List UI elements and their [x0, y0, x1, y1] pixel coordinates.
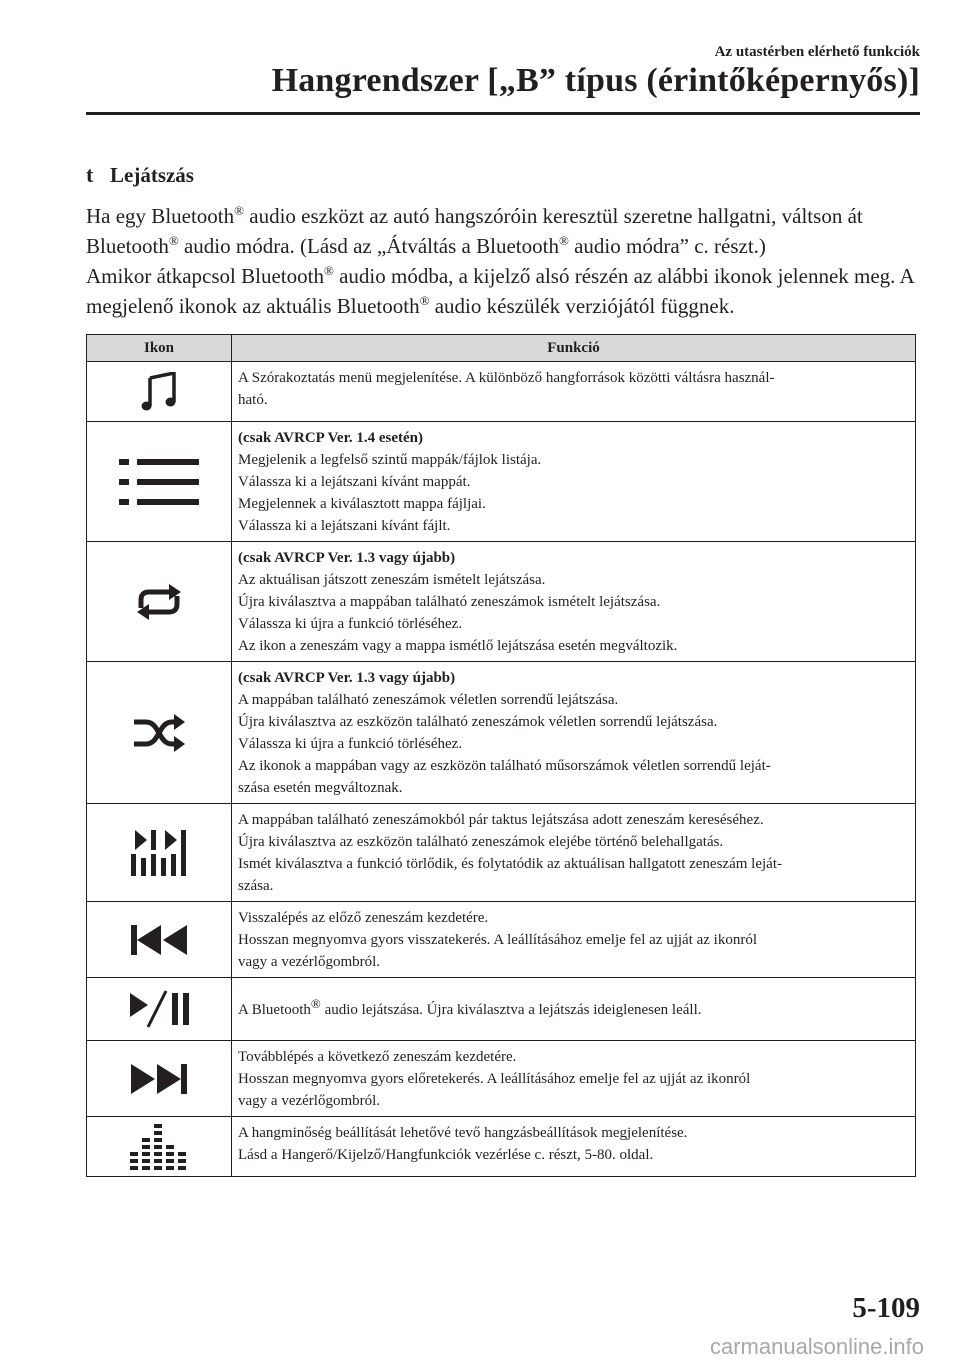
- icon-cell: [87, 804, 232, 902]
- intro-text-run: audio módba, a kijelző alsó részén az alábbi ikonok jelennek meg. A megjelenő ikonok az aktuális Bluetooth: [86, 264, 914, 318]
- function-line: Ismét kiválasztva a funkció törlődik, és folytatódik az aktuálisan hallgatott zeneszám leját-: [238, 856, 782, 872]
- function-cell: [232, 542, 916, 662]
- equalizer-icon: [128, 1124, 190, 1170]
- table-row: [87, 902, 916, 978]
- intro-paragraph-1: [86, 201, 926, 261]
- column-header-icon: Ikon: [87, 335, 232, 362]
- function-condition: (csak AVRCP Ver. 1.4 esetén): [238, 430, 424, 446]
- icon-function-table: [86, 334, 916, 1177]
- previous-track-icon: [129, 923, 189, 957]
- function-line: A mappában található zeneszámokból pár taktus lejátszása adott zeneszám kereséséhez.: [238, 812, 764, 828]
- column-header-function: Funkció: [232, 335, 916, 362]
- play-pause-icon: [126, 989, 192, 1029]
- function-line: ható.: [238, 392, 268, 408]
- intro-text-run: audio módra. (Lásd az „Átváltás a Bluetooth: [178, 234, 559, 258]
- function-line: Továbblépés a következő zeneszám kezdetére.: [238, 1049, 517, 1065]
- function-line: Az ikon a zeneszám vagy a mappa ismétlő lejátszása esetén megváltozik.: [238, 638, 678, 654]
- function-line: Megjelenik a legfelső szintű mappák/fájlok listája.: [238, 452, 542, 468]
- icon-cell: [87, 422, 232, 542]
- icon-cell: [87, 1117, 232, 1177]
- function-line: Válassza ki újra a funkció törléséhez.: [238, 736, 463, 752]
- repeat-icon: [133, 582, 185, 622]
- function-line: Újra kiválasztva a mappában található zeneszámok ismételt lejátszása.: [238, 594, 661, 610]
- function-line: Visszalépés az előző zeneszám kezdetére.: [238, 910, 489, 926]
- function-cell: [232, 1117, 916, 1177]
- function-line: szása.: [238, 878, 274, 894]
- section-heading: [86, 162, 194, 188]
- intro-paragraph-2: [86, 261, 926, 321]
- section-bullet: t: [86, 162, 94, 187]
- icon-cell: [87, 902, 232, 978]
- function-line: [238, 995, 909, 1021]
- icon-cell: [87, 542, 232, 662]
- function-condition: (csak AVRCP Ver. 1.3 vagy újabb): [238, 670, 456, 686]
- function-condition: (csak AVRCP Ver. 1.3 vagy újabb): [238, 550, 456, 566]
- icon-cell: [87, 662, 232, 804]
- function-line: szása esetén megváltoznak.: [238, 780, 403, 796]
- watermark: carmanualsonline.info: [709, 1334, 924, 1359]
- intro-text-run: Ha egy Bluetooth: [86, 204, 235, 228]
- table-row: [87, 422, 916, 542]
- table-header-row: [87, 335, 916, 362]
- function-line: Újra kiválasztva az eszközön található zeneszámok véletlen sorrendű lejátszása.: [238, 714, 718, 730]
- table-row: [87, 1041, 916, 1117]
- function-line: Megjelennek a kiválasztott mappa fájljai.: [238, 496, 486, 512]
- registered-mark: ®: [323, 263, 334, 278]
- function-line: Hosszan megnyomva gyors előretekerés. A leállításához emelje fel az ujját az ikonról: [238, 1071, 751, 1087]
- table-row: [87, 1117, 916, 1177]
- function-cell: [232, 978, 916, 1041]
- registered-mark: ®: [234, 203, 245, 218]
- registered-mark: ®: [168, 233, 179, 248]
- function-line: A mappában található zeneszámok véletlen sorrendű lejátszása.: [238, 692, 619, 708]
- table-row: [87, 362, 916, 422]
- header-divider: [86, 112, 920, 115]
- function-cell: [232, 804, 916, 902]
- function-line: Válassza ki újra a funkció törléséhez.: [238, 616, 463, 632]
- function-cell: [232, 362, 916, 422]
- music-note-icon: [141, 372, 177, 412]
- table-row: [87, 542, 916, 662]
- intro-text-run: audio eszközt az autó hangszóróin keresztül szeretne hallgatni, váltson át Bluetooth: [86, 204, 863, 258]
- function-line: Válassza ki a lejátszani kívánt fájlt.: [238, 518, 451, 534]
- function-line: vagy a vezérlőgombról.: [238, 1093, 381, 1109]
- function-cell: [232, 662, 916, 804]
- registered-mark: ®: [419, 293, 430, 308]
- icon-cell: [87, 978, 232, 1041]
- function-line: Hosszan megnyomva gyors visszatekerés. A leállításához emelje fel az ujját az ikonról: [238, 932, 757, 948]
- scan-icon: [129, 828, 189, 878]
- intro-text: [86, 201, 926, 321]
- function-line: A hangminőség beállítását lehetővé tevő hangzásbeállítások megjelenítése.: [238, 1125, 688, 1141]
- page-title: Hangrendszer [„B” típus (érintőképernyős)]: [271, 62, 920, 99]
- table-row: [87, 662, 916, 804]
- function-line: Újra kiválasztva az eszközön található zeneszámok elejébe történő belehallgatás.: [238, 834, 724, 850]
- intro-text-run: audio módra” c. részt.): [568, 234, 766, 258]
- function-line: Válassza ki a lejátszani kívánt mappát.: [238, 474, 471, 490]
- registered-mark: ®: [558, 233, 569, 248]
- function-line: Az ikonok a mappában vagy az eszközön található műsorszámok véletlen sorrendű leját-: [238, 758, 771, 774]
- running-header-subtitle: Az utastérben elérhető funkciók: [714, 44, 920, 60]
- registered-mark: ®: [310, 995, 321, 1011]
- next-track-icon: [129, 1062, 189, 1096]
- function-cell: [232, 902, 916, 978]
- function-text-run: A Bluetooth: [238, 1001, 311, 1018]
- table-row: [87, 978, 916, 1041]
- function-cell: [232, 422, 916, 542]
- function-line: Az aktuálisan játszott zeneszám ismételt lejátszása.: [238, 572, 546, 588]
- list-icon: [119, 459, 199, 505]
- shuffle-icon: [132, 713, 186, 753]
- page-number: 5-109: [852, 1292, 920, 1324]
- function-line: vagy a vezérlőgombról.: [238, 954, 381, 970]
- intro-text-run: audio készülék verziójától függnek.: [429, 294, 735, 318]
- function-cell: [232, 1041, 916, 1117]
- icon-cell: [87, 1041, 232, 1117]
- function-line: A Szórakoztatás menü megjelenítése. A különböző hangforrások közötti váltásra használ-: [238, 370, 775, 386]
- section-title: Lejátszás: [110, 163, 194, 187]
- icon-cell: [87, 362, 232, 422]
- table-row: [87, 804, 916, 902]
- function-text-run: audio lejátszása. Újra kiválasztva a lejátszás ideiglenesen leáll.: [320, 1001, 702, 1018]
- intro-text-run: Amikor átkapcsol Bluetooth: [86, 264, 324, 288]
- function-line: Lásd a Hangerő/Kijelző/Hangfunkciók vezérlése c. részt, 5-80. oldal.: [238, 1147, 654, 1163]
